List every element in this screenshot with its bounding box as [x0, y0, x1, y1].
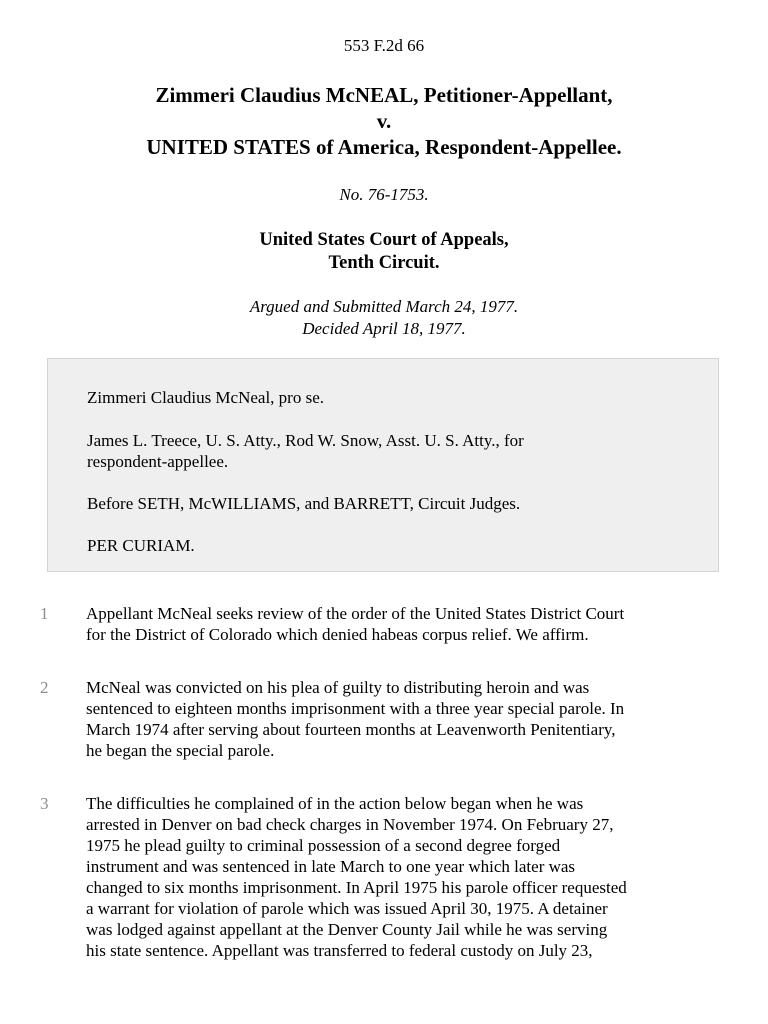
- paragraph-line: sentenced to eighteen months imprisonment with a three year special parole. In: [86, 699, 625, 718]
- paragraph-line: a warrant for violation of parole which was issued April 30, 1975. A detainer: [86, 899, 608, 918]
- paragraph-line: March 1974 after serving about fourteen months at Leavenworth Penitentiary,: [86, 720, 616, 739]
- counsel-appellee: [87, 430, 687, 472]
- paragraph-line: his state sentence. Appellant was transferred to federal custody on July 23,: [86, 941, 593, 960]
- paragraph-line: for the District of Colorado which denied habeas corpus relief. We affirm.: [86, 625, 589, 644]
- case-title: [0, 82, 768, 160]
- paragraph-line: The difficulties he complained of in the action below began when he was: [86, 794, 584, 813]
- paragraph-text: [86, 793, 722, 961]
- title-appellee: UNITED STATES of America, Respondent-Appellee.: [146, 135, 622, 159]
- counsel-appellee-line-2: respondent-appellee.: [87, 452, 229, 471]
- paragraph-text: [86, 603, 722, 645]
- court-name-line-1: United States Court of Appeals,: [259, 230, 509, 250]
- docket-number: No. 76-1753.: [339, 185, 429, 204]
- case-dates: [0, 296, 768, 340]
- panel-judges: Before SETH, McWILLIAMS, and BARRETT, Circuit Judges.: [87, 494, 521, 513]
- decided-date: Decided April 18, 1977.: [302, 319, 466, 338]
- per-curiam: PER CURIAM.: [87, 536, 195, 555]
- paragraph-line: McNeal was convicted on his plea of guilty to distributing heroin and was: [86, 678, 590, 697]
- paragraph-line: instrument and was sentenced in late March to one year which later was: [86, 857, 576, 876]
- paragraph-number[interactable]: 1: [40, 604, 49, 623]
- counsel-box: [47, 358, 719, 572]
- paragraph-line: arrested in Denver on bad check charges in November 1974. On February 27,: [86, 815, 614, 834]
- paragraph-line: Appellant McNeal seeks review of the order of the United States District Court: [86, 604, 625, 623]
- case-citation: 553 F.2d 66: [343, 36, 425, 55]
- court-name: [0, 229, 768, 275]
- counsel-pro-se: Zimmeri Claudius McNeal, pro se.: [87, 388, 325, 407]
- title-appellant: Zimmeri Claudius McNEAL, Petitioner-Appellant,: [155, 83, 613, 107]
- paragraph-line: 1975 he plead guilty to criminal possession of a second degree forged: [86, 836, 561, 855]
- title-versus: v.: [376, 109, 392, 133]
- counsel-appellee-line-1: James L. Treece, U. S. Atty., Rod W. Snow, Asst. U. S. Atty., for: [87, 431, 524, 450]
- paragraph-number[interactable]: 2: [40, 678, 49, 697]
- paragraph-line: changed to six months imprisonment. In April 1975 his parole officer requested: [86, 878, 627, 897]
- paragraph-line: he began the special parole.: [86, 741, 275, 760]
- paragraph-number[interactable]: 3: [40, 794, 49, 813]
- argued-date: Argued and Submitted March 24, 1977.: [249, 297, 519, 316]
- paragraph-line: was lodged against appellant at the Denver County Jail while he was serving: [86, 920, 608, 939]
- court-name-line-2: Tenth Circuit.: [328, 253, 440, 273]
- paragraph-text: [86, 677, 722, 761]
